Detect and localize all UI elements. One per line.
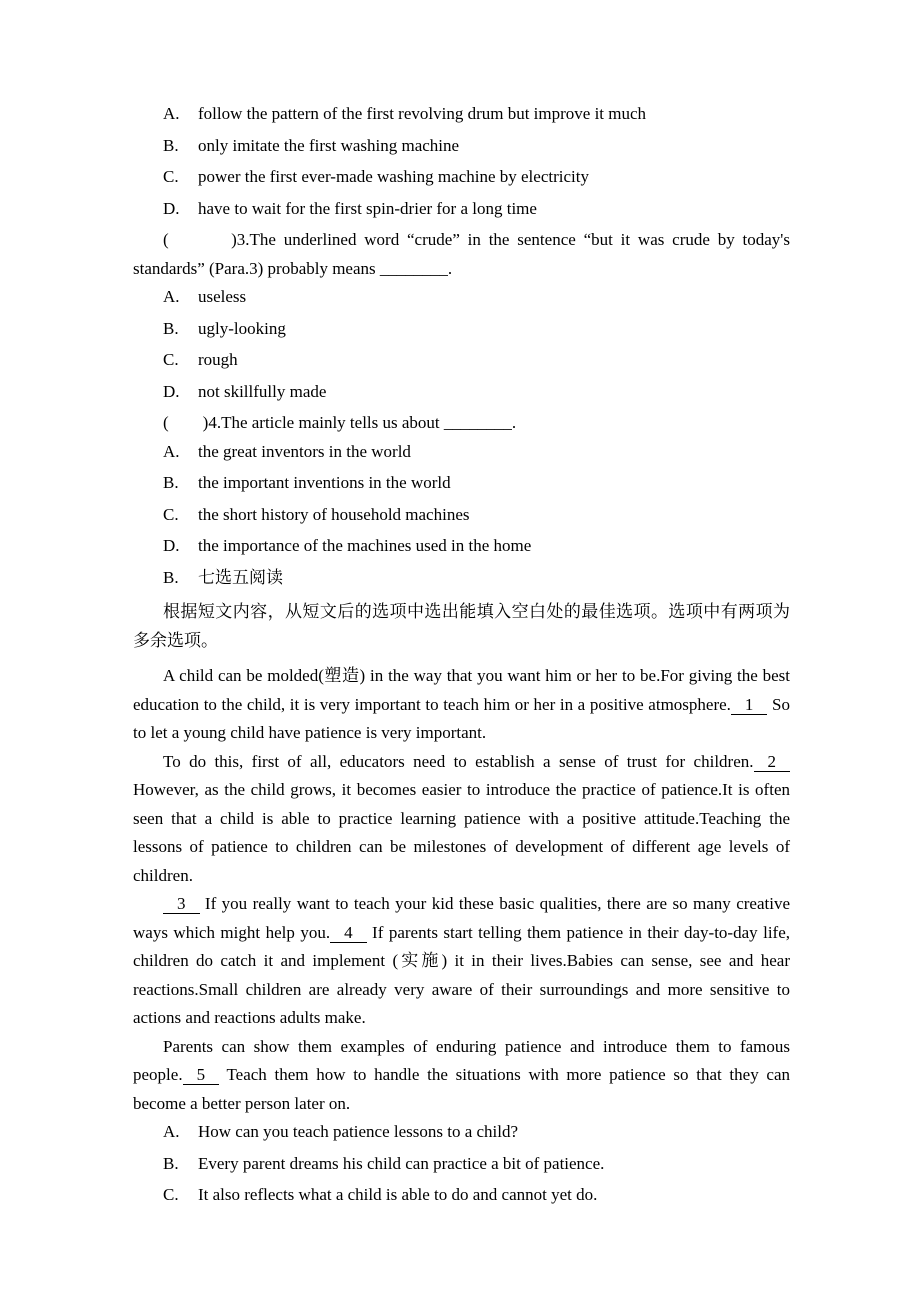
passage-paragraph-1: A child can be molded(塑造) in the way that you want him or her to be.For giving the best education to the child, it is very important to teach him or her in a positive atmosphere. 1 So to let a young child have patience is very important. [133, 666, 790, 742]
option-letter: D. [163, 536, 180, 555]
sectionb-option-c [133, 1181, 790, 1210]
option-text: rough [198, 350, 238, 369]
option-text: the important inventions in the world [198, 473, 451, 492]
option-text: It also reflects what a child is able to do and cannot yet do. [198, 1185, 598, 1204]
q4-option-b [133, 469, 790, 498]
option-text: the great inventors in the world [198, 441, 411, 461]
q2-option-c [133, 163, 790, 192]
numbered-blank: 1 [731, 695, 768, 715]
q2-option-d [133, 195, 790, 224]
passage-paragraph-2: To do this, first of all, educators need to establish a sense of trust for children. 2 However, as the child grows, it becomes easier to introduce the practice of patience.It is often seen that a child is able to practice learning patience with a positive attitude.Teaching the lessons of patience to children can be milestones of development of different age levels of children. [133, 751, 790, 885]
q4-option-c [133, 501, 790, 530]
option-text: not skillfully made [198, 381, 327, 401]
q4-option-d [133, 532, 790, 561]
q3-option-d [133, 378, 790, 407]
option-letter: A. [163, 1122, 180, 1141]
section-b-instruction: 根据短文内容，从短文后的选项中选出能填入空白处的最佳选项。选项中有两项为多余选项。 [133, 602, 790, 650]
numbered-blank: 2 [754, 752, 791, 772]
option-letter: C. [163, 1185, 179, 1204]
option-letter: D. [163, 198, 180, 218]
option-letter: B. [163, 1153, 179, 1173]
q3-option-b [133, 315, 790, 344]
question-4-stem: ( )4.The article mainly tells us about ________. [163, 413, 517, 432]
option-text: have to wait for the first spin-drier for a long time [198, 198, 537, 218]
numbered-blank: 4 [330, 923, 367, 943]
option-text: How can you teach patience lessons to a child? [198, 1122, 519, 1141]
option-letter: B. [163, 473, 179, 492]
option-text: useless [198, 287, 247, 306]
option-letter: C. [163, 167, 179, 186]
option-letter: A. [163, 441, 180, 461]
sectionb-option-b [133, 1150, 790, 1179]
q3-option-a [133, 283, 790, 312]
option-text: ugly-looking [198, 318, 286, 338]
q2-option-a [133, 100, 790, 129]
option-letter: C. [163, 504, 179, 524]
option-letter: A. [163, 287, 180, 306]
q4-option-a [133, 438, 790, 467]
option-letter: B. [163, 135, 179, 155]
option-letter: B. [163, 318, 179, 338]
option-text: power the first ever-made washing machine by electricity [198, 167, 589, 186]
passage-paragraph-3: 3 If you really want to teach your kid these basic qualities, there are so many creative ways which might help you. 4 If parents start telling them patience in their day-to-day life, children do catch it and implement (实施) it in their lives.Babies can sense, see and hear reactions.Small children are already very aware of their surroundings and more sensitive to actions and reactions adults make. [133, 894, 790, 1027]
numbered-blank: 3 [163, 894, 200, 914]
q3-option-c [133, 346, 790, 375]
numbered-blank: 5 [183, 1065, 220, 1085]
option-text: follow the pattern of the first revolving drum but improve it much [198, 104, 647, 123]
section-letter: B. [163, 567, 179, 587]
option-letter: D. [163, 381, 180, 401]
option-text: only imitate the first washing machine [198, 135, 460, 155]
sectionb-option-a [133, 1118, 790, 1147]
q2-option-b [133, 132, 790, 161]
section-b-title [133, 564, 790, 593]
option-letter: A. [163, 104, 180, 123]
option-text: the importance of the machines used in the home [198, 536, 532, 555]
passage-paragraph-4: Parents can show them examples of enduring patience and introduce them to famous people. 5 Teach them how to handle the situations with more patience so that they can become a better person later on. [133, 1036, 790, 1113]
section-title-text: 七选五阅读 [198, 567, 283, 587]
question-3-stem: ( )3.The underlined word “crude” in the sentence “but it was crude by today's standards” (Para.3) probably means ________. [133, 230, 790, 278]
option-letter: C. [163, 350, 179, 369]
option-text: Every parent dreams his child can practice a bit of patience. [198, 1153, 605, 1173]
option-text: the short history of household machines [198, 504, 470, 524]
